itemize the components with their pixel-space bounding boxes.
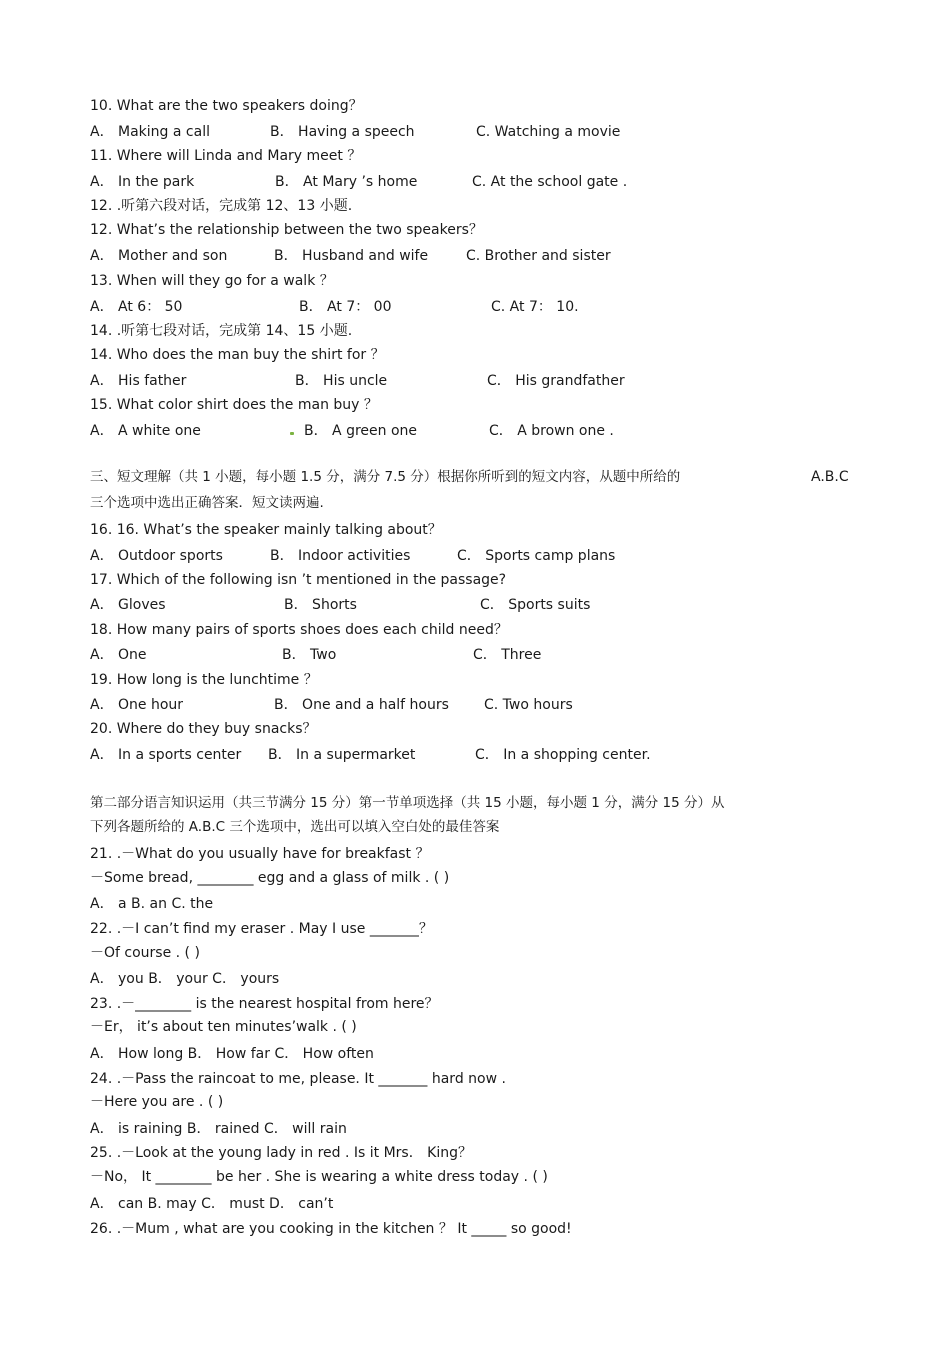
q15-option-b: B． A green one — [304, 423, 418, 439]
question-24-reply: －Here you are . ( ) — [90, 1094, 224, 1110]
q20-option-a: A． In a sports center — [90, 747, 242, 763]
q13-option-c: C. At 7： 10. — [491, 299, 579, 315]
question-25: 25. .－Look at the young lady in red . Is it Mrs． King？ — [90, 1145, 472, 1161]
q20-option-b: B． In a supermarket — [268, 747, 416, 763]
part-2-header: 第二部分语言知识运用（共三节满分 15 分）第一节单项选择（共 15 小题，每小题 1 分，满分 15 分）从 — [90, 795, 725, 811]
q20-option-c: C． In a shopping center. — [475, 747, 651, 763]
question-16: 16. 16. What’s the speaker mainly talking about？ — [90, 522, 442, 538]
section-3-header: 三、短文理解（共 1 小题，每小题 1.5 分，满分 7.5 分）根据你所听到的短文内容，从题中所给的 — [90, 469, 681, 485]
question-21-reply: －Some bread, ________ egg and a glass of milk . ( ) — [90, 870, 450, 886]
question-20: 20. Where do they buy snacks？ — [90, 721, 317, 737]
question-22: 22. .－I can’t find my eraser . May I use _______？ — [90, 921, 433, 937]
section-instruction-14: 14. .听第七段对话，完成第 14、15 小题. — [90, 323, 353, 339]
q18-option-c: C． Three — [473, 647, 542, 663]
q12-option-c: C. Brother and sister — [466, 248, 611, 264]
q14-option-c: C． His grandfather — [487, 373, 625, 389]
question-14: 14. Who does the man buy the shirt for ？ — [90, 347, 385, 363]
section-3-header-line2: 三个选项中选出正确答案．短文读两遍. — [90, 495, 324, 511]
q15-option-c: C． A brown one . — [489, 423, 614, 439]
q16-option-c: C． Sports camp plans — [457, 548, 616, 564]
q17-option-a: A． Gloves — [90, 597, 166, 613]
question-22-reply: －Of course . ( ) — [90, 945, 200, 961]
q17-option-c: C． Sports suits — [480, 597, 591, 613]
q19-option-a: A． One hour — [90, 697, 184, 713]
q17-option-b: B． Shorts — [284, 597, 357, 613]
question-13: 13. When will they go for a walk ？ — [90, 273, 334, 289]
q16-option-a: A． Outdoor sports — [90, 548, 223, 564]
question-21-options: A． a B. an C. the — [90, 896, 214, 912]
part-2-header-line2: 下列各题所给的 A.B.C 三个选项中，选出可以填入空白处的最佳答案 — [90, 819, 500, 835]
section-3-header-tail: A.B.C — [811, 469, 849, 485]
q11-option-c: C. At the school gate . — [472, 174, 628, 190]
q13-option-b: B． At 7： 00 — [299, 299, 392, 315]
question-23-reply: －Er， it’s about ten minutes’walk . ( ) — [90, 1019, 357, 1035]
section-instruction-12: 12. .听第六段对话，完成第 12、13 小题. — [90, 198, 353, 214]
question-11: 11. Where will Linda and Mary meet ？ — [90, 148, 362, 164]
question-24-options: A． is raining B． rained C． will rain — [90, 1121, 347, 1137]
q18-option-a: A． One — [90, 647, 147, 663]
q14-option-b: B． His uncle — [295, 373, 388, 389]
q15-option-a: A． A white one — [90, 423, 201, 439]
q12-option-b: B． Husband and wife — [274, 248, 429, 264]
question-25-options: A． can B. may C． must D． can’t — [90, 1196, 334, 1212]
q19-option-c: C. Two hours — [484, 697, 573, 713]
q14-option-a: A． His father — [90, 373, 187, 389]
question-19: 19. How long is the lunchtime ？ — [90, 672, 318, 688]
q16-option-b: B． Indoor activities — [270, 548, 411, 564]
question-24: 24. .－Pass the raincoat to me, please. It _______ hard now . — [90, 1071, 506, 1087]
question-12: 12. What’s the relationship between the two speakers？ — [90, 222, 483, 238]
q12-option-a: A． Mother and son — [90, 248, 228, 264]
q10-option-b: B． Having a speech — [270, 124, 415, 140]
question-25-reply: －No， It ________ be her . She is wearing a white dress today . ( ) — [90, 1169, 548, 1185]
q11-option-b: B． At Mary ’s home — [275, 174, 418, 190]
question-23-options: A． How long B． How far C． How often — [90, 1046, 374, 1062]
question-15: 15. What color shirt does the man buy ？ — [90, 397, 378, 413]
q11-option-a: A． In the park — [90, 174, 195, 190]
question-10: 10. What are the two speakers doing？ — [90, 98, 363, 114]
q19-option-b: B． One and a half hours — [274, 697, 449, 713]
q13-option-a: A． At 6： 50 — [90, 299, 183, 315]
question-23: 23. .－________ is the nearest hospital from here？ — [90, 996, 439, 1012]
question-22-options: A． you B． your C． yours — [90, 971, 280, 987]
question-26: 26. .－Mum , what are you cooking in the kitchen ？ It _____ so good! — [90, 1221, 572, 1237]
q10-option-c: C. Watching a movie — [476, 124, 621, 140]
question-17: 17. Which of the following isn ’t mentioned in the passage? — [90, 572, 507, 588]
question-21: 21. .－What do you usually have for breakfast ？ — [90, 846, 430, 862]
question-18: 18. How many pairs of sports shoes does each child need？ — [90, 622, 508, 638]
speck-mark — [290, 432, 294, 435]
q18-option-b: B． Two — [282, 647, 337, 663]
q10-option-a: A． Making a call — [90, 124, 210, 140]
